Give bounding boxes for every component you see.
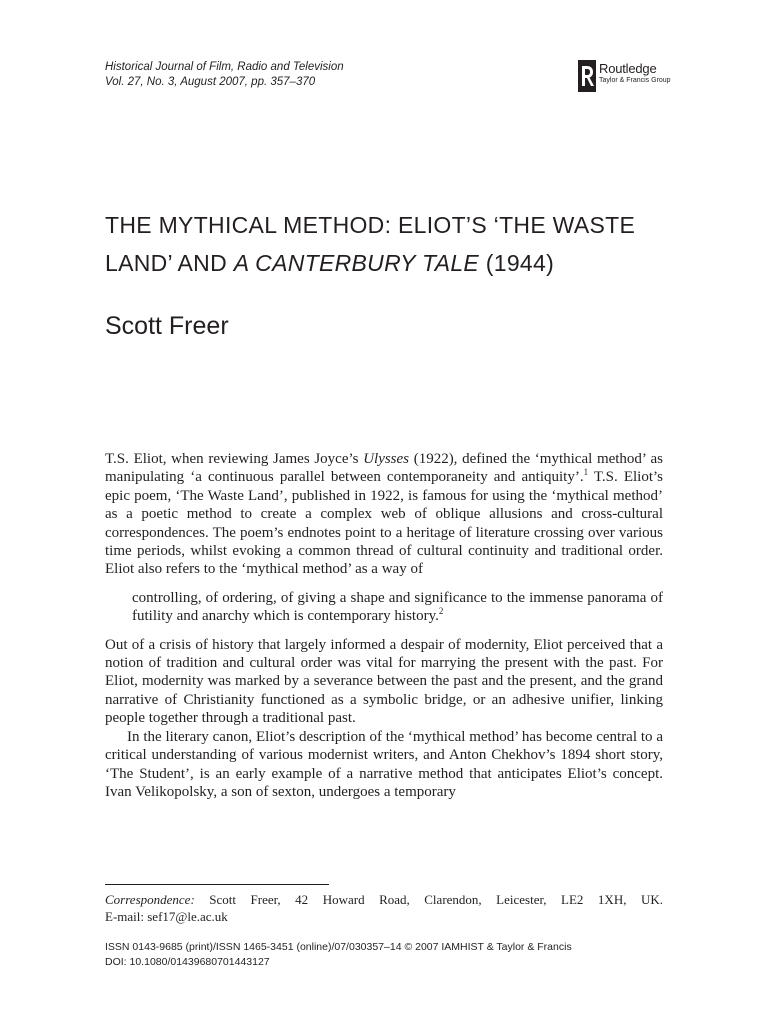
- article-title: [105, 206, 665, 282]
- paragraph-3: In the literary canon, Eliot’s description of the ‘mythical method’ has become central to a critical understanding of various modernist writers, and Anton Chekhov’s 1894 short story, ‘The Student’, is an early example of a narrative method that anticipates Eliot’s concept. Ivan Velikopolsky, a son of sexton, undergoes a temporary: [105, 728, 663, 800]
- correspondence-line: [105, 891, 663, 908]
- issn-line: ISSN 0143-9685 (print)/ISSN 1465-3451 (online)/07/030357–14 © 2007 IAMHIST & Taylor & Francis: [105, 941, 572, 953]
- author-name: Scott Freer: [105, 312, 229, 340]
- routledge-logo-icon: [578, 60, 596, 92]
- correspondence-address: Scott Freer, 42 Howard Road, Clarendon, Leicester, LE2 1XH, UK.: [194, 892, 663, 907]
- journal-header: [105, 60, 344, 90]
- p1-text-a: T.S. Eliot, when reviewing James Joyce’s: [105, 451, 364, 467]
- block-quote: [132, 589, 663, 626]
- title-part2: (1944): [479, 250, 555, 276]
- paragraph-2: Out of a crisis of history that largely informed a despair of modernity, Eliot perceived that a notion of tradition and cultural order was vital for marrying the present with the past. For Eliot, modernity was marked by a severance between the past and the present, and the grand narrative of Christianity functioned as a symbolic bridge, or an adhesive unifier, linking people together through a traditional past.: [105, 636, 663, 727]
- footnote-ref-1: 1: [583, 467, 589, 478]
- publisher-name: Routledge: [599, 61, 657, 76]
- issn-block: [105, 940, 572, 970]
- correspondence-note: [105, 891, 663, 925]
- footnote-ref-2: 2: [438, 606, 444, 617]
- title-italic: A CANTERBURY TALE: [233, 250, 480, 276]
- publisher-group: Taylor & Francis Group: [599, 77, 671, 84]
- journal-name: Historical Journal of Film, Radio and Television: [105, 61, 344, 73]
- correspondence-label: Correspondence:: [105, 892, 195, 907]
- footnote-divider: [105, 884, 329, 885]
- correspondence-email: E-mail: sef17@le.ac.uk: [105, 909, 228, 924]
- paragraph-1: [105, 450, 663, 579]
- journal-citation: Vol. 27, No. 3, August 2007, pp. 357–370: [105, 76, 316, 88]
- doi-line: DOI: 10.1080/01439680701443127: [105, 956, 270, 968]
- title-part1: THE MYTHICAL METHOD: ELIOT’S ‘THE WASTE LAND’ AND: [105, 212, 636, 276]
- p1-italic-ulysses: Ulysses: [363, 451, 410, 467]
- p1-text-c: T.S. Eliot’s epic poem, ‘The Waste Land’, published in 1922, is famous for using the ‘mythical method’ as a poetic method to create a complex web of oblique allusions and cross-cultural correspondences. The poem’s endnotes point to a heritage of literature crossing over various time periods, whilst evoking a common thread of cultural continuity and traditional order. Eliot also refers to the ‘mythical method’ as a way of: [105, 469, 664, 578]
- article-body: [105, 450, 663, 801]
- p1-text-b: (1922), defined the ‘mythical method’ as manipulating ‘a continuous parallel between contemporaneity and antiquity’.: [105, 451, 663, 486]
- publisher-logo: [578, 60, 671, 96]
- quote-text: controlling, of ordering, of giving a shape and significance to the immense panorama of futility and anarchy which is contemporary history.: [132, 589, 663, 625]
